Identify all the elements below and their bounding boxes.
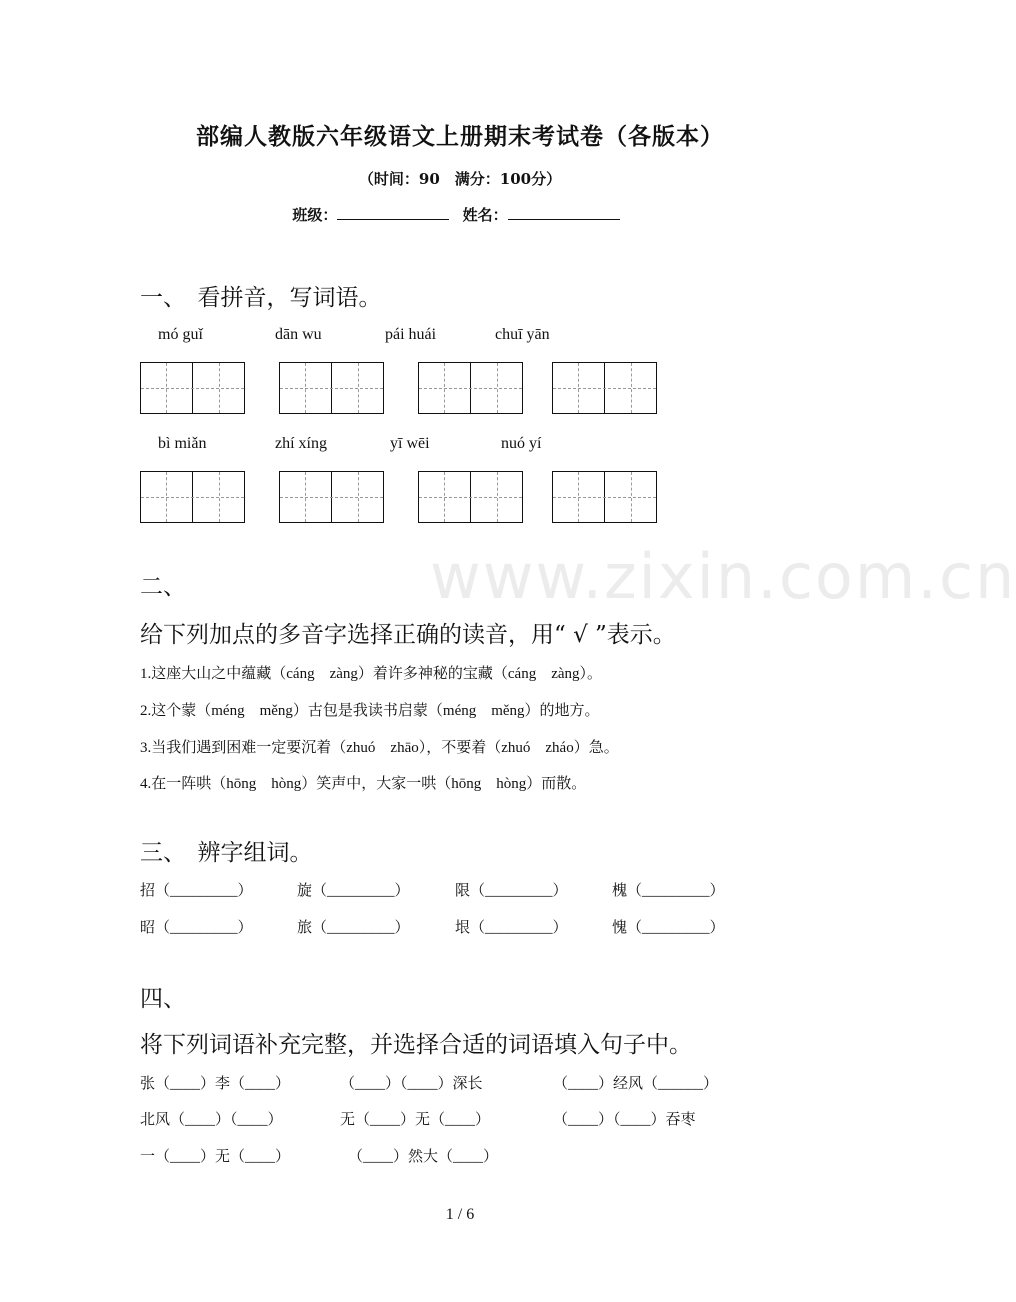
section-3-heading: 三、 辨字组词。 — [140, 840, 313, 866]
pinyin-label: yī wēi — [390, 435, 430, 452]
tianzige-box[interactable] — [418, 362, 523, 414]
name-field[interactable] — [508, 205, 620, 220]
pinyin-label: zhí xíng — [275, 435, 327, 452]
page-number: 1 / 6 — [445, 1206, 475, 1223]
word-blank[interactable]: 招（_________） — [140, 883, 253, 899]
word-blank[interactable]: 旅（_________） — [297, 920, 410, 936]
section-1-heading: 一、 看拼音，写词语。 — [140, 285, 382, 311]
word-blank[interactable]: 旋（_________） — [297, 883, 410, 899]
exam-meta: （时间：90 满分：100分） — [358, 170, 562, 188]
question-item: 4.在一阵哄（hōng hòng）笑声中，大家一哄（hōng hòng）而散。 — [140, 776, 587, 792]
word-blank[interactable]: 昭（_________） — [140, 920, 253, 936]
idiom-blank[interactable]: （____）（____）深长 — [340, 1076, 483, 1092]
section-2-instruction: 给下列加点的多音字选择正确的读音，用“ √ ”表示。 — [140, 622, 676, 648]
word-blank[interactable]: 垠（_________） — [455, 920, 568, 936]
section-4-number: 四、 — [140, 986, 186, 1012]
idiom-blank[interactable]: （____）经风（______） — [553, 1076, 719, 1092]
page-title: 部编人教版六年级语文上册期末考试卷（各版本） — [196, 123, 724, 150]
tianzige-box[interactable] — [552, 471, 657, 523]
pinyin-label: chuī yān — [495, 326, 550, 343]
idiom-blank[interactable]: 张（____）李（____） — [140, 1076, 291, 1092]
idiom-blank[interactable]: 北风（____）（____） — [140, 1112, 283, 1128]
pinyin-label: bì miǎn — [158, 435, 207, 452]
tianzige-box[interactable] — [418, 471, 523, 523]
section-4-instruction: 将下列词语补充完整，并选择合适的词语填入句子中。 — [140, 1032, 692, 1058]
pinyin-label: nuó yí — [501, 435, 542, 452]
question-item: 1.这座大山之中蕴藏（cáng zàng）着许多神秘的宝藏（cáng zàng）。 — [140, 666, 603, 682]
word-blank[interactable]: 槐（_________） — [612, 883, 725, 899]
tianzige-box[interactable] — [140, 471, 245, 523]
class-field[interactable] — [337, 205, 449, 220]
pinyin-label: dān wu — [275, 326, 322, 343]
idiom-blank[interactable]: （____）（____）吞枣 — [553, 1112, 696, 1128]
name-label: 姓名： — [462, 206, 508, 224]
word-blank[interactable]: 愧（_________） — [612, 920, 725, 936]
pinyin-label: pái huái — [385, 326, 437, 343]
idiom-blank[interactable]: 一（____）无（____） — [140, 1149, 291, 1165]
section-2-number: 二、 — [140, 574, 186, 600]
class-label: 班级： — [292, 206, 338, 224]
tianzige-box[interactable] — [279, 471, 384, 523]
question-item: 3.当我们遇到困难一定要沉着（zhuó zhāo），不要着（zhuó zháo）急。 — [140, 740, 619, 756]
tianzige-box[interactable] — [279, 362, 384, 414]
watermark: www.zixin.com.cn — [430, 540, 1016, 613]
word-blank[interactable]: 限（_________） — [455, 883, 568, 899]
idiom-blank[interactable]: 无（____）无（____） — [340, 1112, 491, 1128]
pinyin-label: mó guǐ — [158, 326, 203, 343]
tianzige-box[interactable] — [140, 362, 245, 414]
idiom-blank[interactable]: （____）然大（____） — [348, 1149, 499, 1165]
student-info-line — [0, 204, 920, 225]
question-item: 2.这个蒙（méng měng）古包是我读书启蒙（méng měng）的地方。 — [140, 703, 600, 719]
tianzige-box[interactable] — [552, 362, 657, 414]
